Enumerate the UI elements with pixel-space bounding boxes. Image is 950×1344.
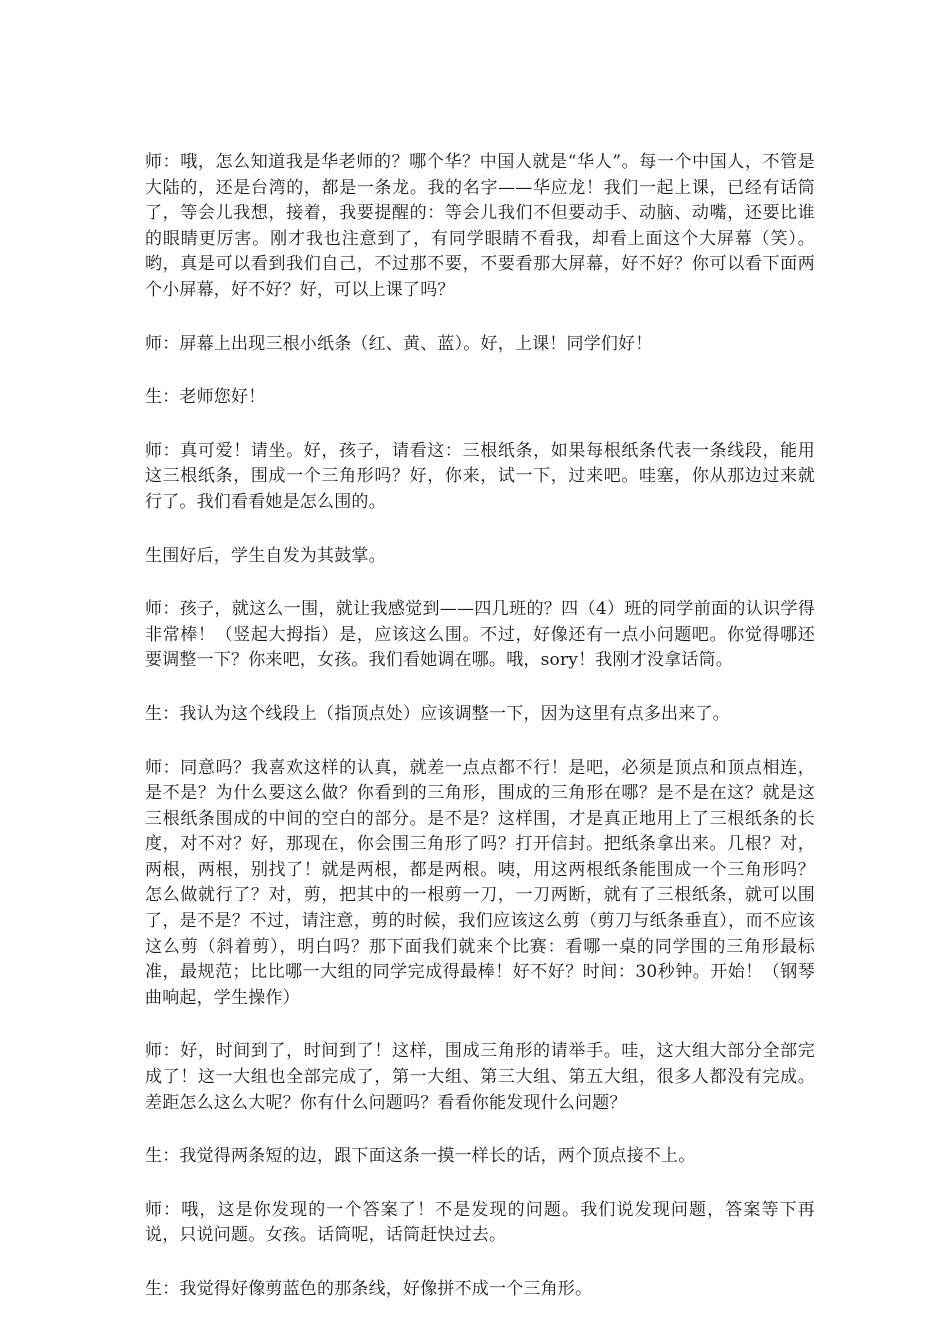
paragraph-applause: 生围好后，学生自发为其鼓掌。 — [145, 545, 386, 566]
paragraph-screen-strips: 师：屏幕上出现三根小纸条（红、黄、蓝）。好，上课！同学们好！ — [145, 333, 653, 354]
paragraph-adjust-question: 师：孩子，就这么一围，就让我感觉到——四几班的？四（4）班的同学前面的认识学得非常棒！（竖起大拇指）是，应该这么围。不过，好像还有一点小问题吧。你觉得哪还要调整一下？你来吧，女孩。我们看她调在哪。哦，sory！我刚才没拿话筒。 — [145, 599, 815, 671]
paragraph-three-strips-question: 师：真可爱！请坐。好，孩子，请看这：三根纸条，如果每根纸条代表一条线段，能用这三根纸条，围成一个三角形吗？好，你来，试一下，过来吧。哇塞，你从那边过来就行了。我们看看她是怎么围的。 — [145, 440, 815, 512]
paragraph-time-up: 师：好，时间到了，时间到了！这样，围成三角形的请举手。哇，这大组大部分全部完成了！这一大组也全部完成了，第一大组、第三大组、第五大组，很多人都没有完成。差距怎么这么大呢？你有什么问题吗？看看你能发现什么问题？ — [145, 1041, 815, 1113]
paragraph-student-blue-line: 生：我觉得好像剪蓝色的那条线，好像拼不成一个三角形。 — [145, 1279, 593, 1299]
document-body — [145, 150, 815, 1331]
paragraph-cutting-instructions: 师：同意吗？我喜欢这样的认真，就差一点点都不行！是吧，必须是顶点和顶点相连，是不是？为什么要这么做？你看到的三角形，围成的三角形在哪？是不是在这？就是这三根纸条围成的中间的空白的部分。是不是？这样围，才是真正地用上了三根纸条的长度，对不对？好，那现在，你会围三角形了吗？打开信封。把纸条拿出来。几根？对，两根，两根，别找了！就是两根，都是两根。咦，用这两根纸条能围成一个三角形吗？怎么做就行了？对，剪，把其中的一根剪一刀，一刀两断，就有了三根纸条，就可以围了，是不是？不过，请注意，剪的时候，我们应该这么剪（剪刀与纸条垂直），而不应该这么剪（斜着剪），明白吗？那下面我们就来个比赛：看哪一桌的同学围的三角形最标准，最规范；比比哪一大组的同学完成得最棒！好不好？时间：30秒钟。开始！（钢琴曲响起，学生操作） — [145, 757, 815, 1008]
paragraph-student-vertex: 生：我认为这个线段上（指顶点处）应该调整一下，因为这里有点多出来了。 — [145, 703, 730, 724]
paragraph-student-greeting: 生：老师您好！ — [145, 387, 266, 408]
paragraph-student-short-sides: 生：我觉得两条短的边，跟下面这条一摸一样长的话，两个顶点接不上。 — [145, 1146, 696, 1167]
paragraph-answer-vs-question: 师：哦，这是你发现的一个答案了！不是发现的问题。我们说发现问题，答案等下再说，只说问题。女孩。话筒呢，话筒赶快过去。 — [145, 1199, 815, 1246]
paragraph-teacher-intro: 师：哦，怎么知道我是华老师的？哪个华？中国人就是“华人”。每一个中国人，不管是大陆的，还是台湾的，都是一条龙。我的名字——华应龙！我们一起上课，已经有话筒了，等会儿我想，接着，我要提醒的：等会儿我们不但要动手、动脑、动嘴，还要比谁的眼睛更厉害。刚才我也注意到了，有同学眼睛不看我，却看上面这个大屏幕（笑）。哟，真是可以看到我们自己，不过那不要，不要看那大屏幕，好不好？你可以看下面两个小屏幕，好不好？好，可以上课了吗？ — [145, 152, 815, 300]
